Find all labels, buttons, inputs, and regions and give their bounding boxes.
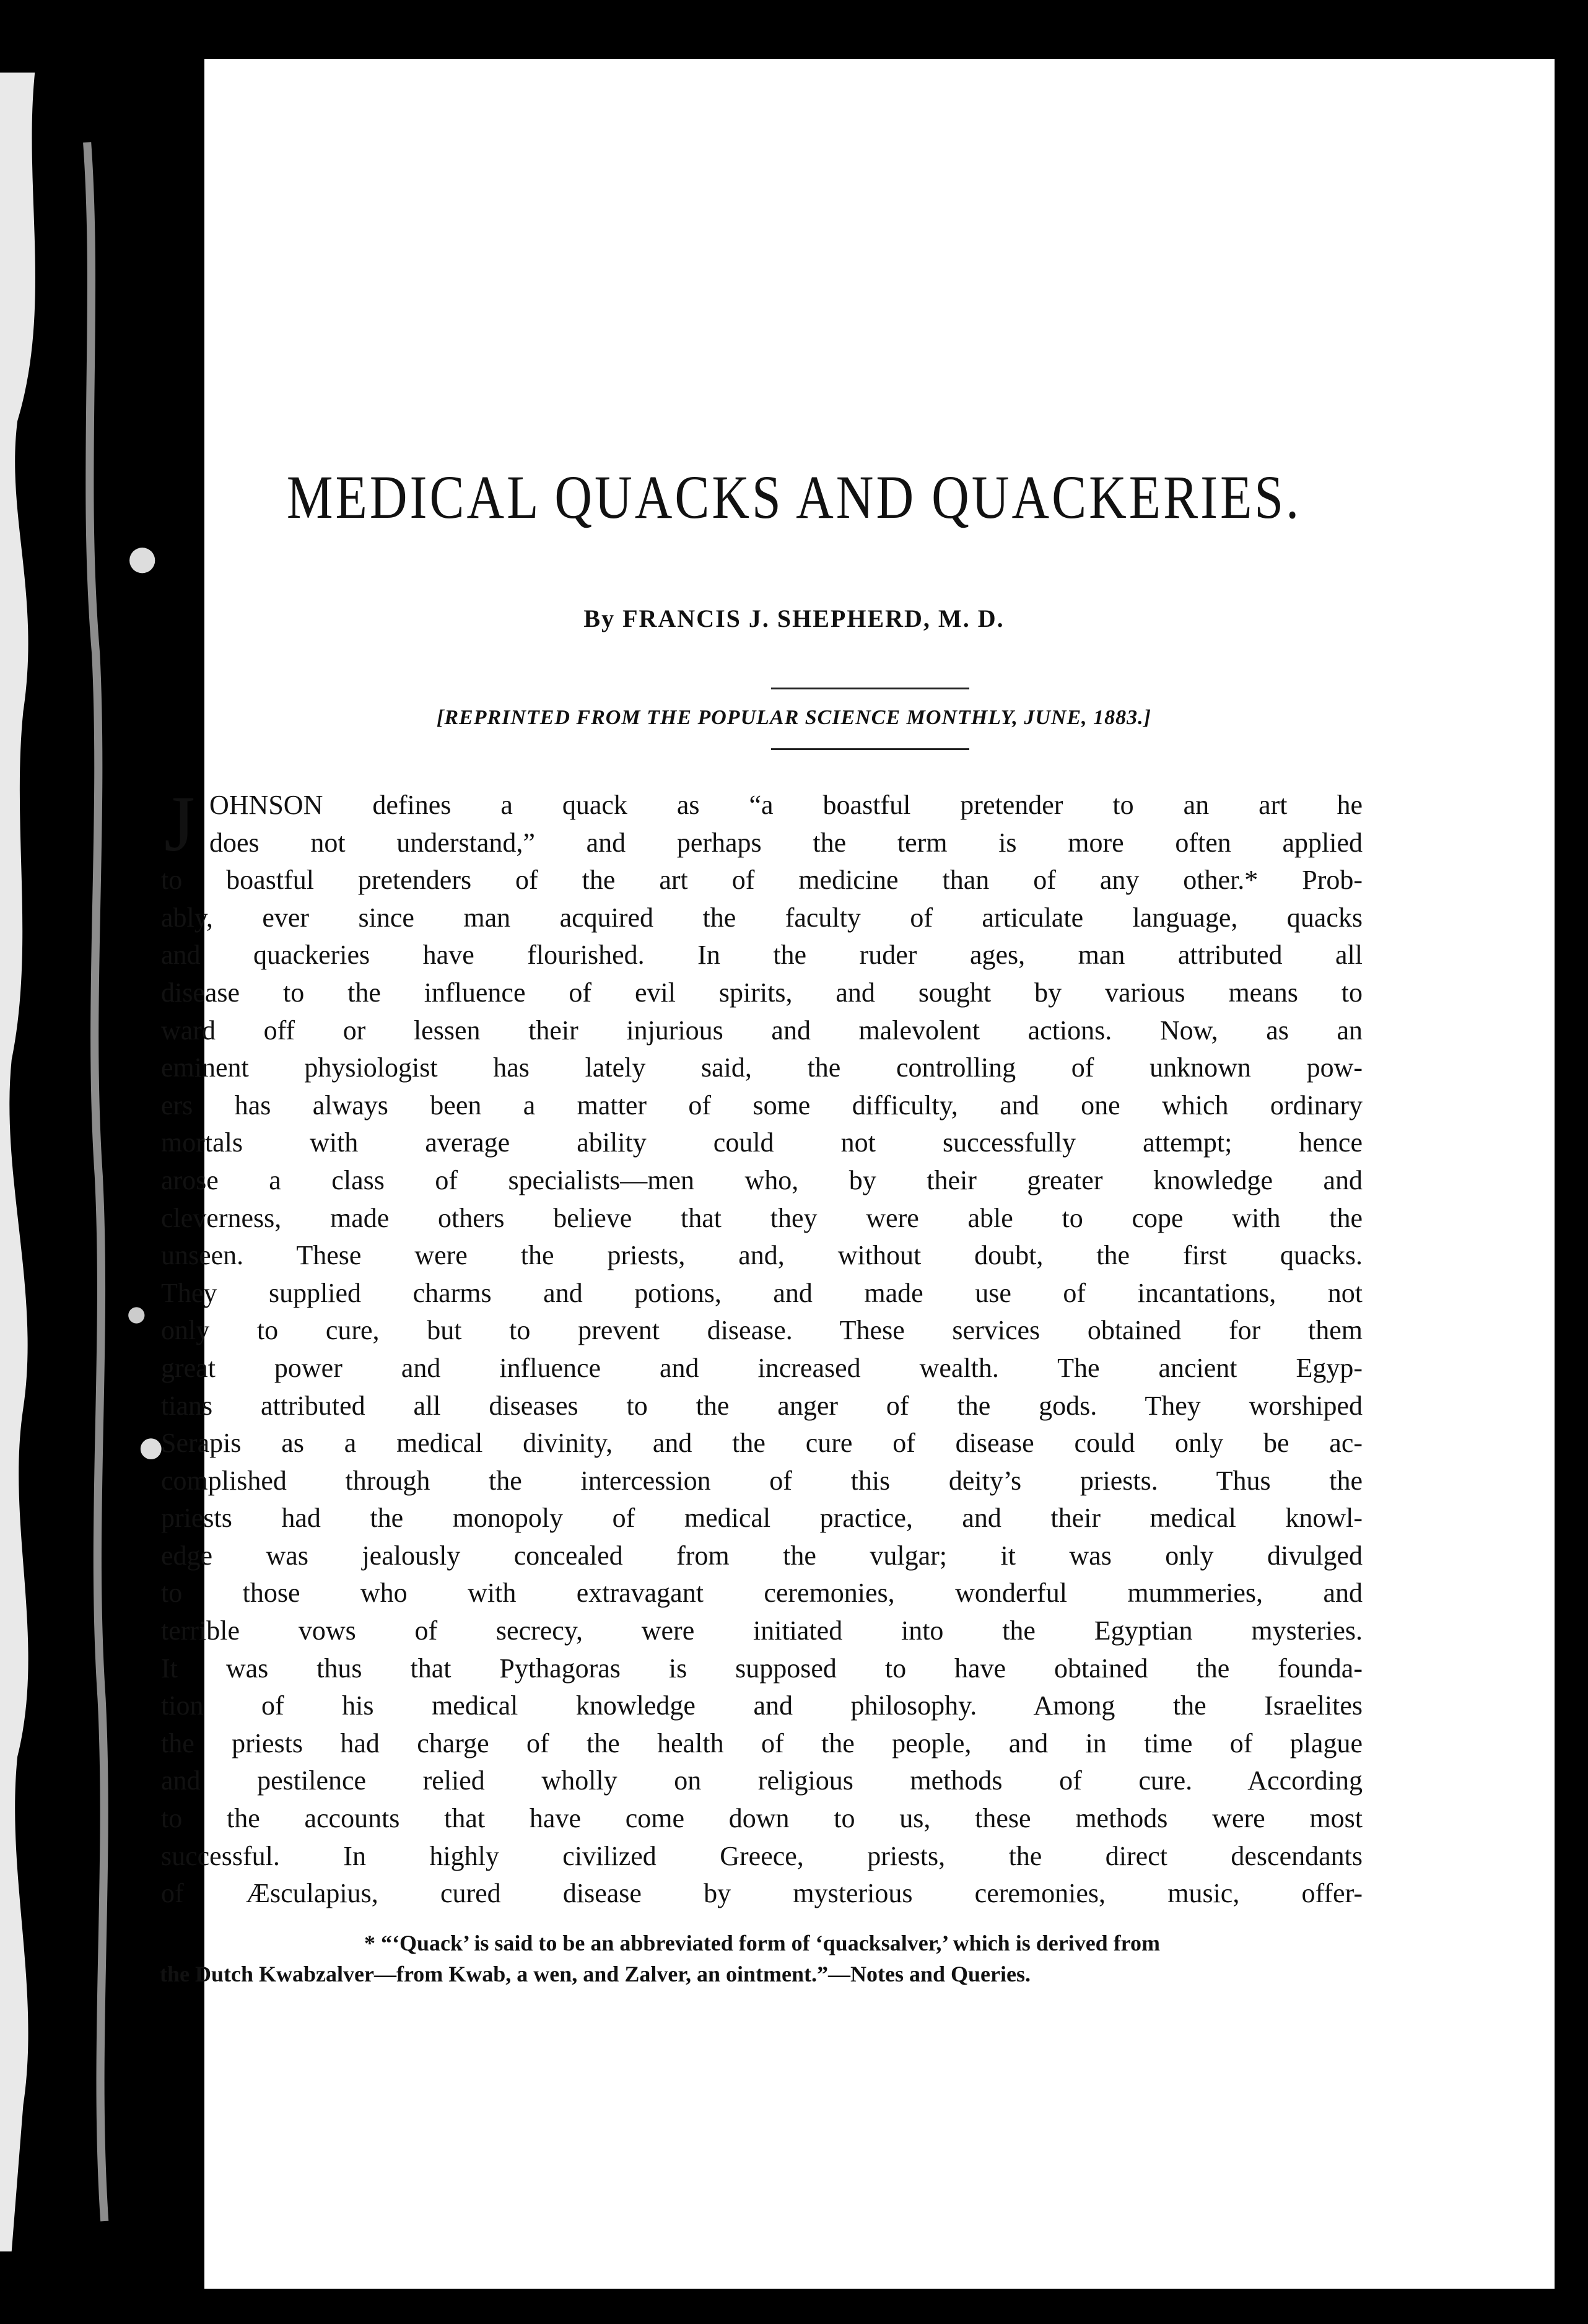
body-line: ably, ever since man acquired the faculty of articulate language, quacks xyxy=(161,902,1363,933)
body-line: OHNSON defines a quack as “a boastful pretender to an art he xyxy=(209,790,1363,820)
body-line: arose a class of specialists—men who, by their greater knowledge and xyxy=(161,1164,1363,1195)
body-line: tion of his medical knowledge and philosophy. Among the Israelites xyxy=(161,1690,1363,1721)
body-line: ers has always been a matter of some difficulty, and one which ordinary xyxy=(161,1090,1363,1120)
drop-cap: J xyxy=(164,780,195,868)
body-line: of Æsculapius, cured disease by mysterious ceremonies, music, offer- xyxy=(161,1878,1363,1909)
body-line: complished through the intercession of this deity’s priests. Thus the xyxy=(161,1465,1363,1496)
body-line: and pestilence relied wholly on religious methods of cure. According xyxy=(161,1765,1363,1796)
body-line: eminent physiologist has lately said, the controlling of unknown pow- xyxy=(161,1052,1363,1083)
article-byline: By FRANCIS J. SHEPHERD, M. D. xyxy=(583,605,1005,632)
body-line: and quackeries have flourished. In the ruder ages, man attributed all xyxy=(161,940,1363,971)
article-body xyxy=(161,780,1363,1913)
footnote-line: the Dutch Kwabzalver—from Kwab, a wen, and Zalver, an ointment.”—Notes and Queries. xyxy=(160,1962,1031,1986)
body-line: ward off or lessen their injurious and malevolent actions. Now, as an xyxy=(161,1015,1363,1046)
body-line: to boastful pretenders of the art of medicine than of any other.* Prob- xyxy=(161,865,1363,896)
body-line: does not understand,” and perhaps the term is more often applied xyxy=(209,827,1363,858)
body-line: It was thus that Pythagoras is supposed to have obtained the founda- xyxy=(161,1653,1363,1684)
body-line: the priests had charge of the health of the people, and in time of plague xyxy=(161,1728,1363,1758)
body-line: edge was jealously concealed from the vulgar; it was only divulged xyxy=(161,1540,1363,1571)
body-line: cleverness, made others believe that they were able to cope with the xyxy=(161,1202,1363,1233)
body-line: unseen. These were the priests, and, without doubt, the first quacks. xyxy=(161,1240,1363,1271)
footnote xyxy=(160,1928,1363,1990)
body-line: to the accounts that have come down to us, these methods were most xyxy=(161,1803,1363,1834)
body-line: priests had the monopoly of medical practice, and their medical knowl- xyxy=(161,1503,1363,1534)
torn-page-edge xyxy=(0,0,186,2324)
body-line: only to cure, but to prevent disease. These services obtained for them xyxy=(161,1315,1363,1346)
reprint-note: [REPRINTED FROM THE POPULAR SCIENCE MONTHLY, JUNE, 1883.] xyxy=(437,706,1151,729)
body-line: They supplied charms and potions, and made use of incantations, not xyxy=(161,1277,1363,1308)
footnote-line: * “‘Quack’ is said to be an abbreviated form of ‘quacksalver,’ which is derived from xyxy=(364,1931,1160,1955)
article-title: MEDICAL QUACKS AND QUACKERIES. xyxy=(286,463,1302,532)
body-line: mortals with average ability could not successfully attempt; hence xyxy=(161,1127,1363,1158)
body-line: great power and influence and increased wealth. The ancient Egyp- xyxy=(161,1352,1363,1383)
body-line: to those who with extravagant ceremonies, wonderful mummeries, and xyxy=(161,1578,1363,1609)
body-line: Serapis as a medical divinity, and the cure of disease could only be ac- xyxy=(161,1428,1363,1459)
rule-top xyxy=(771,688,969,689)
body-line: terrible vows of secrecy, were initiated into the Egyptian mysteries. xyxy=(161,1615,1363,1646)
body-line: disease to the influence of evil spirits, and sought by various means to xyxy=(161,977,1363,1008)
body-line: tians attributed all diseases to the anger of the gods. They worshiped xyxy=(161,1390,1363,1421)
rule-bottom xyxy=(771,748,969,750)
body-line: successful. In highly civilized Greece, priests, the direct descendants xyxy=(161,1840,1363,1871)
